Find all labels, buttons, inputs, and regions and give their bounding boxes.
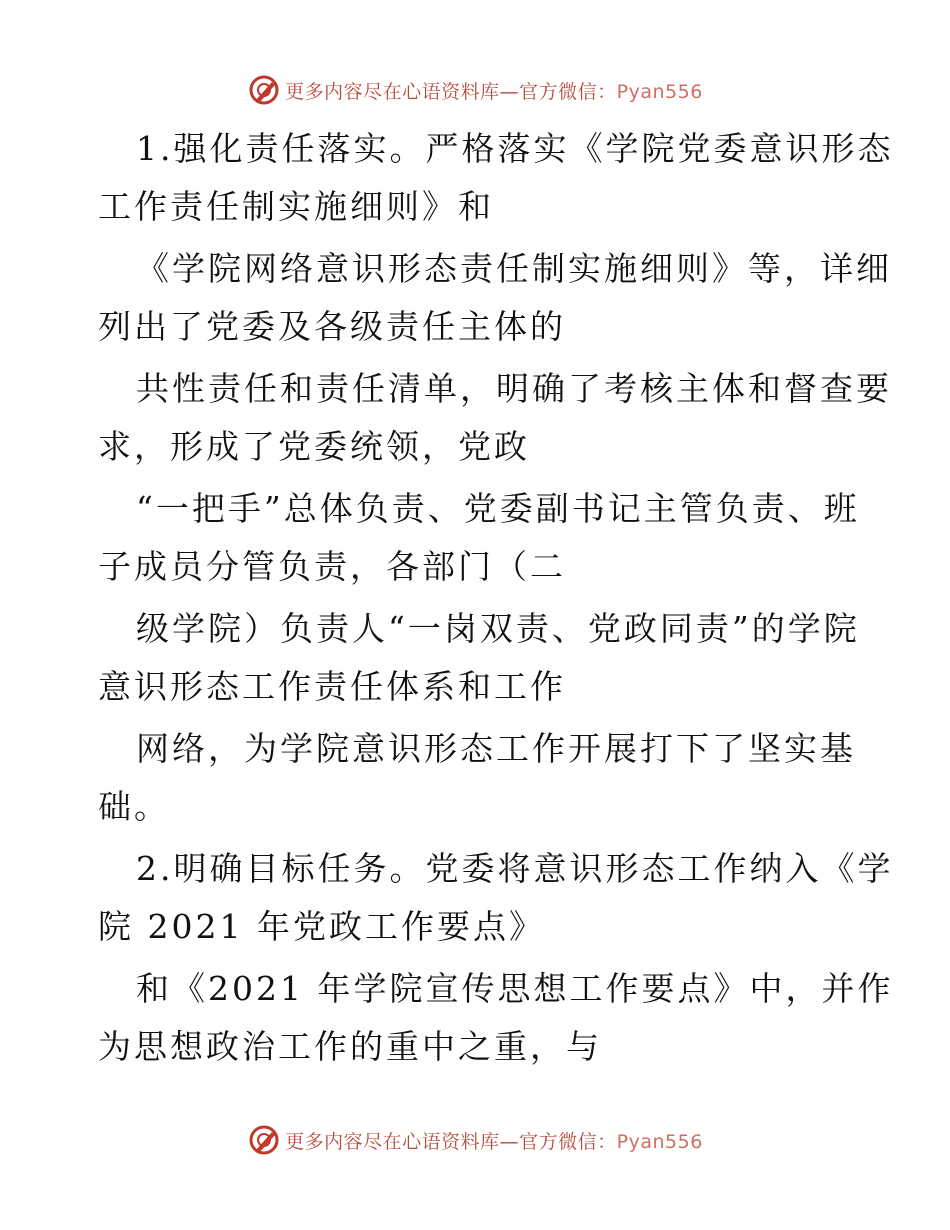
header-watermark [0, 70, 950, 110]
footer-watermark [0, 1120, 950, 1160]
text-line: 列出了党委及各级责任主体的 [98, 307, 566, 346]
text-line: 础。 [98, 787, 170, 826]
text-line: 院 2021 年党政工作要点》 [98, 907, 545, 946]
text-line: 为思想政治工作的重中之重，与 [98, 1027, 602, 1066]
text-line: “一把手”总体负责、党委副书记主管负责、班 [136, 489, 860, 528]
text-line: 网络，为学院意识形态工作开展打下了坚实基 [136, 729, 856, 768]
watermark-text: 更多内容尽在心语资料库—官方微信：Pyan556 [285, 1130, 703, 1153]
document-body [98, 120, 894, 1076]
pen-logo-icon [247, 1123, 281, 1157]
text-line: 共性责任和责任清单，明确了考核主体和督查要 [136, 369, 892, 408]
text-line: 级学院）负责人“一岗双责、党政同责”的学院 [136, 609, 860, 648]
text-line: 《学院网络意识形态责任制实施细则》等，详细 [136, 249, 892, 288]
text-line: 和《2021 年学院宣传思想工作要点》中，并作 [136, 969, 894, 1008]
text-line: 2.明确目标任务。党委将意识形态工作纳入《学 [136, 849, 894, 888]
watermark-text: 更多内容尽在心语资料库—官方微信：Pyan556 [285, 80, 703, 103]
text-line: 工作责任制实施细则》和 [98, 187, 494, 226]
text-line: 求，形成了党委统领，党政 [98, 427, 530, 466]
text-line: 意识形态工作责任体系和工作 [98, 667, 566, 706]
text-line: 1.强化责任落实。严格落实《学院党委意识形态 [136, 129, 894, 168]
pen-logo-icon [247, 73, 281, 107]
text-line: 子成员分管负责，各部门（二 [98, 547, 566, 586]
